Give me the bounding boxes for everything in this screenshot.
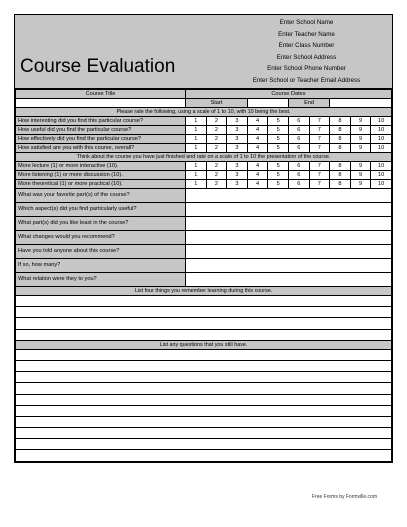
rating-option[interactable]: 5 xyxy=(268,171,289,180)
question-text: More listening (1) or more discussion (10). xyxy=(16,171,186,180)
rating-option[interactable]: 6 xyxy=(288,126,309,135)
question-text: How effectively did you find the particular course? xyxy=(16,135,186,144)
answer-line xyxy=(16,360,392,371)
rating-option[interactable]: 8 xyxy=(330,117,351,126)
course-title-label: Course Title xyxy=(16,90,186,99)
answer-line xyxy=(16,372,392,383)
rating-option[interactable]: 2 xyxy=(206,180,227,189)
school-name[interactable]: Enter School Name xyxy=(279,19,334,27)
answer-line xyxy=(16,349,392,360)
rating-option[interactable]: 9 xyxy=(350,171,371,180)
evaluation-table xyxy=(15,89,392,462)
answer-line xyxy=(16,394,392,405)
rating-option[interactable]: 3 xyxy=(227,135,248,144)
rating-option[interactable]: 9 xyxy=(350,144,371,153)
answer-field[interactable] xyxy=(16,416,392,427)
rating-option[interactable]: 7 xyxy=(309,162,330,171)
course-dates-label: Course Dates xyxy=(186,90,392,99)
school-phone[interactable]: Enter School Phone Number xyxy=(267,65,346,73)
rating-option[interactable]: 7 xyxy=(309,171,330,180)
rating-row xyxy=(16,126,392,135)
rating-option[interactable]: 1 xyxy=(186,126,207,135)
rating-option[interactable]: 10 xyxy=(371,171,392,180)
answer-field[interactable] xyxy=(16,450,392,461)
rating-option[interactable]: 5 xyxy=(268,180,289,189)
open-answer-field[interactable] xyxy=(186,189,392,203)
rating-option[interactable]: 7 xyxy=(309,144,330,153)
school-email[interactable]: Enter School or Teacher Email Address xyxy=(252,76,361,84)
rating-option[interactable]: 5 xyxy=(268,117,289,126)
rating-option[interactable]: 1 xyxy=(186,171,207,180)
open-question-row xyxy=(16,245,392,259)
open-answer-field[interactable] xyxy=(186,259,392,273)
end-label: End xyxy=(288,99,329,108)
open-question-row xyxy=(16,189,392,203)
open-question-row xyxy=(16,217,392,231)
rating-option[interactable]: 7 xyxy=(309,117,330,126)
open-answer-field[interactable] xyxy=(186,203,392,217)
question-text: More theoretical (1) or more practical (10). xyxy=(16,180,186,189)
rating-option[interactable]: 6 xyxy=(288,180,309,189)
rating-option[interactable]: 3 xyxy=(227,126,248,135)
rating-option[interactable]: 9 xyxy=(350,117,371,126)
rating-option[interactable]: 8 xyxy=(330,171,351,180)
rating-row xyxy=(16,171,392,180)
rating-option[interactable]: 1 xyxy=(186,135,207,144)
rating-option[interactable]: 10 xyxy=(371,135,392,144)
start-date-field[interactable] xyxy=(247,99,288,108)
rating-option[interactable]: 10 xyxy=(371,117,392,126)
rating-option[interactable]: 10 xyxy=(371,126,392,135)
rating-option[interactable]: 2 xyxy=(206,135,227,144)
rating-option[interactable]: 7 xyxy=(309,126,330,135)
rating-option[interactable]: 3 xyxy=(227,171,248,180)
section1-instruction: Please rate the following, using a scale of 1 to 10, with 10 being the best. xyxy=(16,108,392,117)
answer-field[interactable] xyxy=(16,318,392,329)
answer-line xyxy=(16,405,392,416)
rating-option[interactable]: 10 xyxy=(371,180,392,189)
answer-line xyxy=(16,329,392,340)
rating-option[interactable]: 4 xyxy=(247,180,268,189)
rating-option[interactable]: 6 xyxy=(288,162,309,171)
rating-row xyxy=(16,180,392,189)
rating-option[interactable]: 9 xyxy=(350,162,371,171)
rating-row xyxy=(16,144,392,153)
section4-header xyxy=(16,340,392,349)
question-text: How useful did you find the particular course? xyxy=(16,126,186,135)
rating-option[interactable]: 2 xyxy=(206,117,227,126)
answer-line xyxy=(16,383,392,394)
answer-field[interactable] xyxy=(16,394,392,405)
open-question-text: What was your favorite part(s) of the course? xyxy=(16,189,186,203)
answer-line xyxy=(16,416,392,427)
open-question-row xyxy=(16,273,392,287)
open-question-text: Which aspect(s) did you find particularly useful? xyxy=(16,203,186,217)
school-info xyxy=(221,15,392,88)
rating-option[interactable]: 7 xyxy=(309,135,330,144)
rating-option[interactable]: 4 xyxy=(247,162,268,171)
rating-option[interactable]: 6 xyxy=(288,135,309,144)
answer-field[interactable] xyxy=(16,360,392,371)
rating-option[interactable]: 2 xyxy=(206,144,227,153)
rating-option[interactable]: 4 xyxy=(247,171,268,180)
question-text: How satisfied are you with this course, overall? xyxy=(16,144,186,153)
end-date-field[interactable] xyxy=(330,99,392,108)
answer-line xyxy=(16,307,392,318)
answer-field[interactable] xyxy=(16,349,392,360)
answer-field[interactable] xyxy=(16,307,392,318)
answer-field[interactable] xyxy=(16,428,392,439)
open-question-text: Have you told anyone about this course? xyxy=(16,245,186,259)
rating-option[interactable]: 10 xyxy=(371,162,392,171)
section2-header xyxy=(16,153,392,162)
open-answer-field[interactable] xyxy=(186,273,392,287)
rating-option[interactable]: 6 xyxy=(288,171,309,180)
rating-option[interactable]: 5 xyxy=(268,162,289,171)
answer-field[interactable] xyxy=(16,296,392,307)
rating-option[interactable]: 9 xyxy=(350,126,371,135)
rating-option[interactable]: 4 xyxy=(247,117,268,126)
rating-row xyxy=(16,117,392,126)
open-question-row xyxy=(16,259,392,273)
section3-header xyxy=(16,287,392,296)
rating-option[interactable]: 2 xyxy=(206,126,227,135)
rating-option[interactable]: 8 xyxy=(330,144,351,153)
open-question-row xyxy=(16,231,392,245)
rating-option[interactable]: 4 xyxy=(247,144,268,153)
question-text: How interesting did you find this particular course? xyxy=(16,117,186,126)
form-title: Course Evaluation xyxy=(20,56,176,77)
answer-field[interactable] xyxy=(16,383,392,394)
section-instruction: List any questions that you still have. xyxy=(16,340,392,349)
rating-option[interactable]: 9 xyxy=(350,180,371,189)
open-question-text: If so, how many? xyxy=(16,259,186,273)
teacher-name[interactable]: Enter Teacher Name xyxy=(278,30,335,38)
footer-credit: Free Forms by Formville.com xyxy=(311,494,377,500)
open-question-text: What relation were they to you? xyxy=(16,273,186,287)
course-labels-row xyxy=(16,90,392,99)
open-question-row xyxy=(16,203,392,217)
rating-option[interactable]: 4 xyxy=(247,135,268,144)
evaluation-form xyxy=(14,14,393,463)
open-answer-field[interactable] xyxy=(186,231,392,245)
rating-option[interactable]: 3 xyxy=(227,144,248,153)
rating-row xyxy=(16,135,392,144)
rating-option[interactable]: 4 xyxy=(247,126,268,135)
rating-option[interactable]: 6 xyxy=(288,117,309,126)
answer-field[interactable] xyxy=(16,329,392,340)
section-instruction: List four things you remember learning during this course. xyxy=(16,287,392,296)
class-number[interactable]: Enter Class Number xyxy=(278,42,335,50)
open-question-text: What part(s) did you like least in the course? xyxy=(16,217,186,231)
rating-option[interactable]: 8 xyxy=(330,162,351,171)
rating-option[interactable]: 3 xyxy=(227,162,248,171)
rating-option[interactable]: 1 xyxy=(186,162,207,171)
answer-line xyxy=(16,439,392,450)
question-text: More lecture (1) or more interactive (10). xyxy=(16,162,186,171)
rating-option[interactable]: 3 xyxy=(227,180,248,189)
answer-field[interactable] xyxy=(16,439,392,450)
rating-option[interactable]: 9 xyxy=(350,135,371,144)
rating-option[interactable]: 5 xyxy=(268,144,289,153)
answer-field[interactable] xyxy=(16,405,392,416)
rating-option[interactable]: 1 xyxy=(186,180,207,189)
answer-line xyxy=(16,296,392,307)
rating-option[interactable]: 1 xyxy=(186,144,207,153)
rating-option[interactable]: 10 xyxy=(371,144,392,153)
rating-option[interactable]: 6 xyxy=(288,144,309,153)
rating-option[interactable]: 8 xyxy=(330,126,351,135)
open-answer-field[interactable] xyxy=(186,245,392,259)
section-instruction: Think about the course you have just finished and rate on a scale of 1 to 10 the presentation of the course. xyxy=(16,153,392,162)
rating-option[interactable]: 5 xyxy=(268,135,289,144)
rating-option[interactable]: 2 xyxy=(206,162,227,171)
rating-option[interactable]: 7 xyxy=(309,180,330,189)
answer-line xyxy=(16,318,392,329)
rating-option[interactable]: 5 xyxy=(268,126,289,135)
answer-line xyxy=(16,428,392,439)
course-values-row xyxy=(16,99,392,108)
section1-header xyxy=(16,108,392,117)
rating-option[interactable]: 8 xyxy=(330,135,351,144)
course-title-field[interactable] xyxy=(16,99,186,108)
answer-line xyxy=(16,450,392,461)
rating-option[interactable]: 1 xyxy=(186,117,207,126)
open-question-text: What changes would you recommend? xyxy=(16,231,186,245)
rating-option[interactable]: 3 xyxy=(227,117,248,126)
form-header xyxy=(15,15,392,89)
rating-row xyxy=(16,162,392,171)
rating-option[interactable]: 8 xyxy=(330,180,351,189)
school-address[interactable]: Enter School Address xyxy=(276,53,337,61)
rating-option[interactable]: 2 xyxy=(206,171,227,180)
open-answer-field[interactable] xyxy=(186,217,392,231)
answer-field[interactable] xyxy=(16,372,392,383)
start-label: Start xyxy=(186,99,248,108)
